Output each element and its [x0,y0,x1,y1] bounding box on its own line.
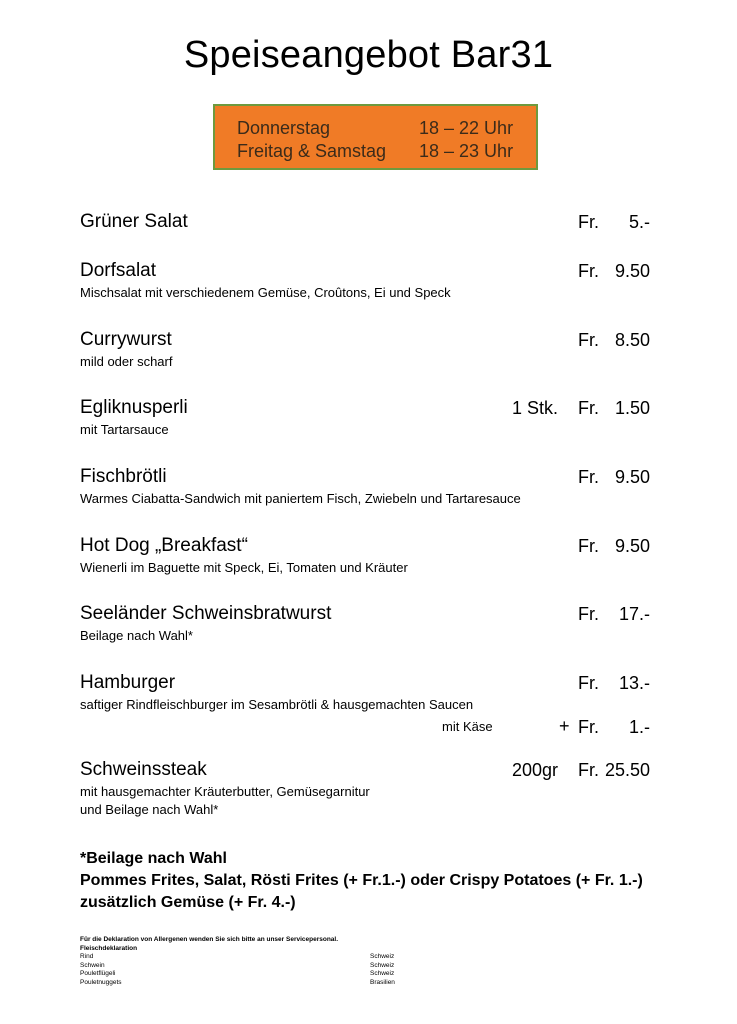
description-line: und Beilage nach Wahl* [80,802,219,817]
footer-declaration [80,936,500,987]
opening-time: 18 – 22 Uhr [419,118,514,138]
menu-item-quantity: 1 Stk. [511,398,558,418]
currency: Fr. [578,604,599,624]
price-amount: 17.- [618,604,650,624]
menu-item-description: saftiger Rindfleischburger im Sesambrötli & hausgemachten Saucen [80,697,474,712]
menu-item-name: Seeländer Schweinsbratwurst [80,603,332,624]
opening-day: Donnerstag [237,118,331,138]
menu-item-name: Grüner Salat [80,211,188,232]
meat-origin: Brasilien [370,978,395,986]
page-title: Speiseangebot Bar31 [183,34,554,76]
price-amount: 8.50 [614,330,650,350]
currency: Fr. [578,261,599,281]
price-amount: 9.50 [614,261,650,281]
meat-type: Pouletflügeli [80,970,116,977]
allergen-note: Für die Deklaration von Allergenen wenden Sie sich bitte an unser Servicepersonal. [80,936,339,943]
side-dish-extra: zusätzlich Gemüse (+ Fr. 4.-) [80,894,296,911]
menu-item-description: mild oder scharf [80,354,173,369]
meat-declaration-title: Fleischdeklaration [80,944,138,952]
meat-row [80,953,500,962]
menu-item [80,329,650,371]
currency: Fr. [578,717,599,737]
opening-hours-box [213,104,538,170]
price-amount: 5.- [628,212,650,232]
menu-item [80,397,650,439]
menu-item [80,672,650,714]
currency: Fr. [578,760,599,780]
menu-item-description: Mischsalat mit verschiedenem Gemüse, Croûtons, Ei und Speck [80,285,451,300]
price-amount: 13.- [618,673,650,693]
menu-item [80,466,650,508]
menu-item [80,260,650,302]
burger-extra-plus: + [559,716,570,736]
menu-item [80,211,650,233]
price-amount: 1.- [628,717,650,737]
meat-row [80,979,500,988]
currency: Fr. [578,398,599,418]
opening-time: 18 – 23 Uhr [419,141,514,161]
meat-type: Schwein [80,961,105,969]
currency: Fr. [578,467,599,487]
opening-hours-row [237,141,526,163]
menu-item-name: Schweinssteak [80,759,207,780]
menu-item-name: Hamburger [80,672,176,693]
side-dish-heading: *Beilage nach Wahl [80,850,227,867]
currency: Fr. [578,536,599,556]
menu-item-quantity: 200gr [511,760,558,780]
menu-item-name: Hot Dog „Breakfast“ [80,535,248,556]
menu-item-name: Fischbrötli [80,466,167,487]
meat-type: Pouletnuggets [80,978,122,986]
menu-item-name: Egliknusperli [80,397,188,418]
menu-item [80,535,650,577]
menu-item [80,603,650,645]
currency: Fr. [578,330,599,350]
meat-type: Rind [80,953,94,960]
menu-item-description: mit Tartarsauce [80,422,169,437]
meat-row [80,970,500,979]
side-dish-options: Pommes Frites, Salat, Rösti Frites (+ Fr.1.-) oder Crispy Potatoes (+ Fr. 1.-) [80,872,643,889]
menu-item-description: Wienerli im Baguette mit Speck, Ei, Tomaten und Kräuter [80,560,408,575]
price-amount: 25.50 [604,760,650,780]
opening-hours-row [237,118,526,140]
price-amount: 9.50 [614,467,650,487]
opening-day: Freitag & Samstag [237,141,387,161]
menu-item-name: Dorfsalat [80,260,157,281]
price-amount: 1.50 [614,398,650,418]
description-line: mit hausgemachter Kräuterbutter, Gemüsegarnitur [80,784,370,799]
price-amount: 9.50 [614,536,650,556]
side-dish-note [80,848,680,914]
burger-extra-price-row [80,716,650,738]
currency: Fr. [578,212,599,232]
menu-item [80,759,650,819]
meat-row [80,962,500,971]
meat-origin: Schweiz [370,953,395,960]
meat-origin: Schweiz [370,970,395,977]
menu-item-description: Beilage nach Wahl* [80,628,193,643]
burger-extra-label: mit Käse [442,719,493,734]
menu-item-description [80,783,650,819]
currency: Fr. [578,673,599,693]
menu-item-description: Warmes Ciabatta-Sandwich mit paniertem Fisch, Zwiebeln und Tartaresauce [80,491,521,506]
meat-origin: Schweiz [370,961,395,969]
menu-item-name: Currywurst [80,329,172,350]
